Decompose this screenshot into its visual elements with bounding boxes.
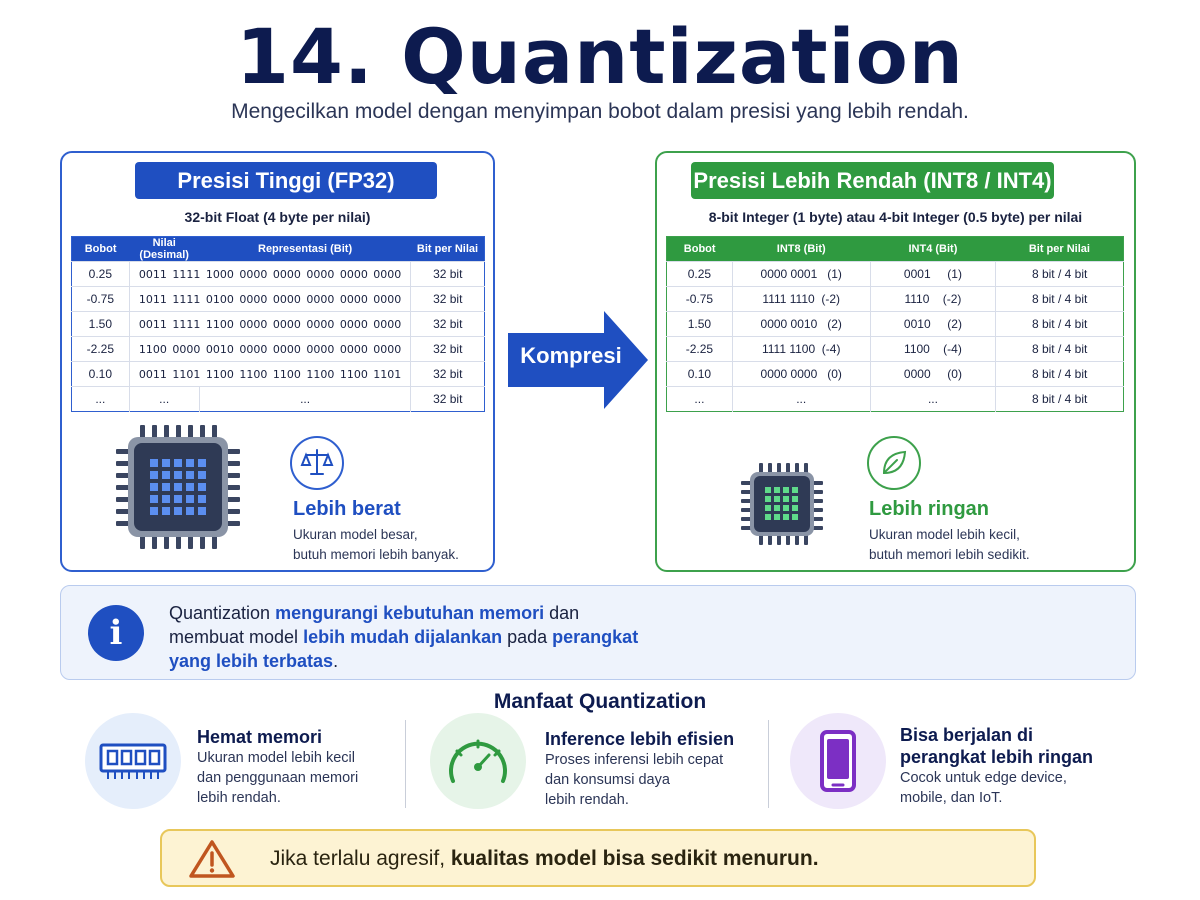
- fp32-desc-line1: Ukuran model besar,: [293, 527, 418, 542]
- col-nilai: Nilai (Desimal): [129, 237, 199, 262]
- benefit-title-memory: Hemat memori: [197, 727, 323, 747]
- benefit-desc-inference: [545, 750, 723, 810]
- table-row: [72, 362, 485, 387]
- speedometer-icon: [430, 713, 526, 809]
- cell-int4: 1110 (-2): [870, 287, 996, 312]
- cell-bit-per: 8 bit / 4 bit: [996, 262, 1124, 287]
- table-row: [667, 337, 1124, 362]
- int-subheading: 8-bit Integer (1 byte) atau 4-bit Integer (0.5 byte) per nilai: [708, 209, 1083, 225]
- benefit-title-line: perangkat lebih ringan: [900, 747, 1094, 767]
- cell-bits: 0011 1111 1000 0000 0000 0000 0000 0000: [129, 262, 411, 287]
- cell-bit-per: 8 bit / 4 bit: [996, 362, 1124, 387]
- benefits-title: Manfaat Quantization: [493, 690, 707, 713]
- leaf-icon: [867, 436, 921, 490]
- table-row: [72, 262, 485, 287]
- warning-text-part: Jika terlalu agresif,: [270, 847, 451, 870]
- warning-triangle-icon: [188, 839, 236, 879]
- int-table: [666, 236, 1124, 412]
- cell-bobot: ...: [72, 387, 130, 412]
- cell-bits: 1100 0000 0010 0000 0000 0000 0000 0000: [129, 337, 411, 362]
- warning-highlight: kualitas model bisa sedikit menurun.: [450, 847, 819, 870]
- benefit-desc-line: lebih rendah.: [545, 792, 629, 808]
- benefit-desc-device: [900, 768, 1067, 808]
- benefit-desc-line: Cocok untuk edge device,: [900, 770, 1067, 786]
- cell-bobot: 1.50: [72, 312, 130, 337]
- cell-bit-per: 8 bit / 4 bit: [996, 387, 1124, 412]
- cell-bobot: 1.50: [667, 312, 733, 337]
- divider: [405, 720, 406, 808]
- info-highlight: lebih mudah dijalankan: [303, 627, 503, 647]
- cell-bit-per: 32 bit: [411, 262, 485, 287]
- table-row: [72, 287, 485, 312]
- info-box: [60, 585, 1136, 680]
- warning-text: [270, 847, 819, 871]
- cell-bit-per: 32 bit: [411, 287, 485, 312]
- cell-int8: 1111 1110 (-2): [732, 287, 870, 312]
- table-row: [667, 387, 1124, 412]
- cell-bobot: 0.10: [667, 362, 733, 387]
- cell-int4: ...: [870, 387, 996, 412]
- cell-bobot: -0.75: [667, 287, 733, 312]
- int-table-header: [667, 237, 1124, 262]
- cell-bobot: -2.25: [72, 337, 130, 362]
- info-text: [169, 601, 649, 673]
- benefit-desc-line: lebih rendah.: [197, 790, 281, 806]
- cell-bobot: -2.25: [667, 337, 733, 362]
- cell-int8: 0000 0001 (1): [732, 262, 870, 287]
- col-bobot: Bobot: [72, 237, 130, 262]
- cell-bit-per: 32 bit: [411, 362, 485, 387]
- cell-bit-per: 32 bit: [411, 387, 485, 412]
- fp32-desc-line2: butuh memori lebih banyak.: [293, 547, 459, 562]
- warning-box: [160, 829, 1036, 887]
- benefit-title-device: [900, 724, 1093, 768]
- cell-int4: 0000 (0): [870, 362, 996, 387]
- fp32-feature-desc: [293, 525, 483, 565]
- cell-bits: 0011 1111 1100 0000 0000 0000 0000 0000: [129, 312, 411, 337]
- info-icon: i: [88, 605, 144, 661]
- benefit-desc-memory: [197, 748, 358, 808]
- cell-bit-per: 8 bit / 4 bit: [996, 337, 1124, 362]
- page-subtitle: Mengecilkan model dengan menyimpan bobot dalam presisi yang lebih rendah.: [231, 100, 969, 123]
- cell-nilai: ...: [129, 387, 199, 412]
- cell-bit-per: 32 bit: [411, 312, 485, 337]
- int-panel: [655, 151, 1136, 572]
- int-desc-line1: Ukuran model lebih kecil,: [869, 527, 1020, 542]
- fp32-panel: [60, 151, 495, 572]
- cell-bits: 0011 1101 1100 1100 1100 1100 1100 1101: [129, 362, 411, 387]
- cell-int8: 0000 0010 (2): [732, 312, 870, 337]
- cell-int4: 1100 (-4): [870, 337, 996, 362]
- info-highlight: mengurangi kebutuhan memori: [275, 603, 545, 623]
- cell-int4: 0001 (1): [870, 262, 996, 287]
- col-int8: INT8 (Bit): [732, 237, 870, 262]
- int-feature-title: Lebih ringan: [869, 498, 989, 520]
- col-bit-per-nilai: Bit per Nilai: [996, 237, 1124, 262]
- page-title: 14. Quantization: [236, 12, 964, 101]
- cell-bit-per: 8 bit / 4 bit: [996, 287, 1124, 312]
- fp32-table-header: [72, 237, 485, 262]
- benefit-desc-line: Proses inferensi lebih cepat: [545, 752, 724, 768]
- compress-label: Kompresi: [520, 343, 622, 368]
- info-text-part: Quantization: [169, 603, 276, 623]
- table-row: [667, 262, 1124, 287]
- table-row: [72, 337, 485, 362]
- table-row: [667, 362, 1124, 387]
- divider: [768, 720, 769, 808]
- col-bobot: Bobot: [667, 237, 733, 262]
- info-text-part: dan membuat model: [169, 603, 580, 647]
- col-bit-per-nilai: Bit per Nilai: [411, 237, 485, 262]
- col-representasi: Representasi (Bit): [199, 237, 411, 262]
- cell-int8: 1111 1100 (-4): [732, 337, 870, 362]
- memory-module-icon: [85, 713, 181, 809]
- benefit-desc-line: Ukuran model lebih kecil: [197, 750, 355, 766]
- fp32-table: [71, 236, 485, 412]
- benefit-desc-line: dan penggunaan memori: [197, 770, 359, 786]
- table-row: [72, 387, 485, 412]
- cell-int8: 0000 0000 (0): [732, 362, 870, 387]
- cell-bobot: -0.75: [72, 287, 130, 312]
- int-feature-desc: [869, 525, 1059, 565]
- table-row: [72, 312, 485, 337]
- balance-scale-icon: [290, 436, 344, 490]
- table-row: [667, 287, 1124, 312]
- cpu-chip-icon: [114, 423, 242, 551]
- benefit-desc-line: dan konsumsi daya: [545, 772, 670, 788]
- fp32-subheading: 32-bit Float (4 byte per nilai): [184, 209, 371, 225]
- fp32-header: Presisi Tinggi (FP32): [135, 162, 437, 199]
- benefit-desc-line: mobile, dan IoT.: [900, 790, 1003, 806]
- info-text-part: pada: [502, 627, 553, 647]
- cell-bobot: 0.10: [72, 362, 130, 387]
- cell-bobot: 0.25: [667, 262, 733, 287]
- smartphone-icon: [790, 713, 886, 809]
- int-header: Presisi Lebih Rendah (INT8 / INT4): [691, 162, 1054, 199]
- info-text-part: .: [333, 651, 339, 671]
- cpu-chip-icon: [739, 461, 825, 547]
- cell-bits: 1011 1111 0100 0000 0000 0000 0000 0000: [129, 287, 411, 312]
- benefit-title-inference: Inference lebih efisien: [545, 729, 735, 749]
- benefit-title-line: Bisa berjalan di: [900, 725, 1034, 745]
- cell-bit-per: 8 bit / 4 bit: [996, 312, 1124, 337]
- int-desc-line2: butuh memori lebih sedikit.: [869, 547, 1030, 562]
- cell-bobot: 0.25: [72, 262, 130, 287]
- cell-bobot: ...: [667, 387, 733, 412]
- cell-int8: ...: [732, 387, 870, 412]
- cell-int4: 0010 (2): [870, 312, 996, 337]
- fp32-feature-title: Lebih berat: [293, 498, 401, 520]
- info-highlight: perangkat yang lebih terbatas: [169, 627, 639, 671]
- cell-bits: ...: [199, 387, 411, 412]
- col-int4: INT4 (Bit): [870, 237, 996, 262]
- cell-bit-per: 32 bit: [411, 337, 485, 362]
- table-row: [667, 312, 1124, 337]
